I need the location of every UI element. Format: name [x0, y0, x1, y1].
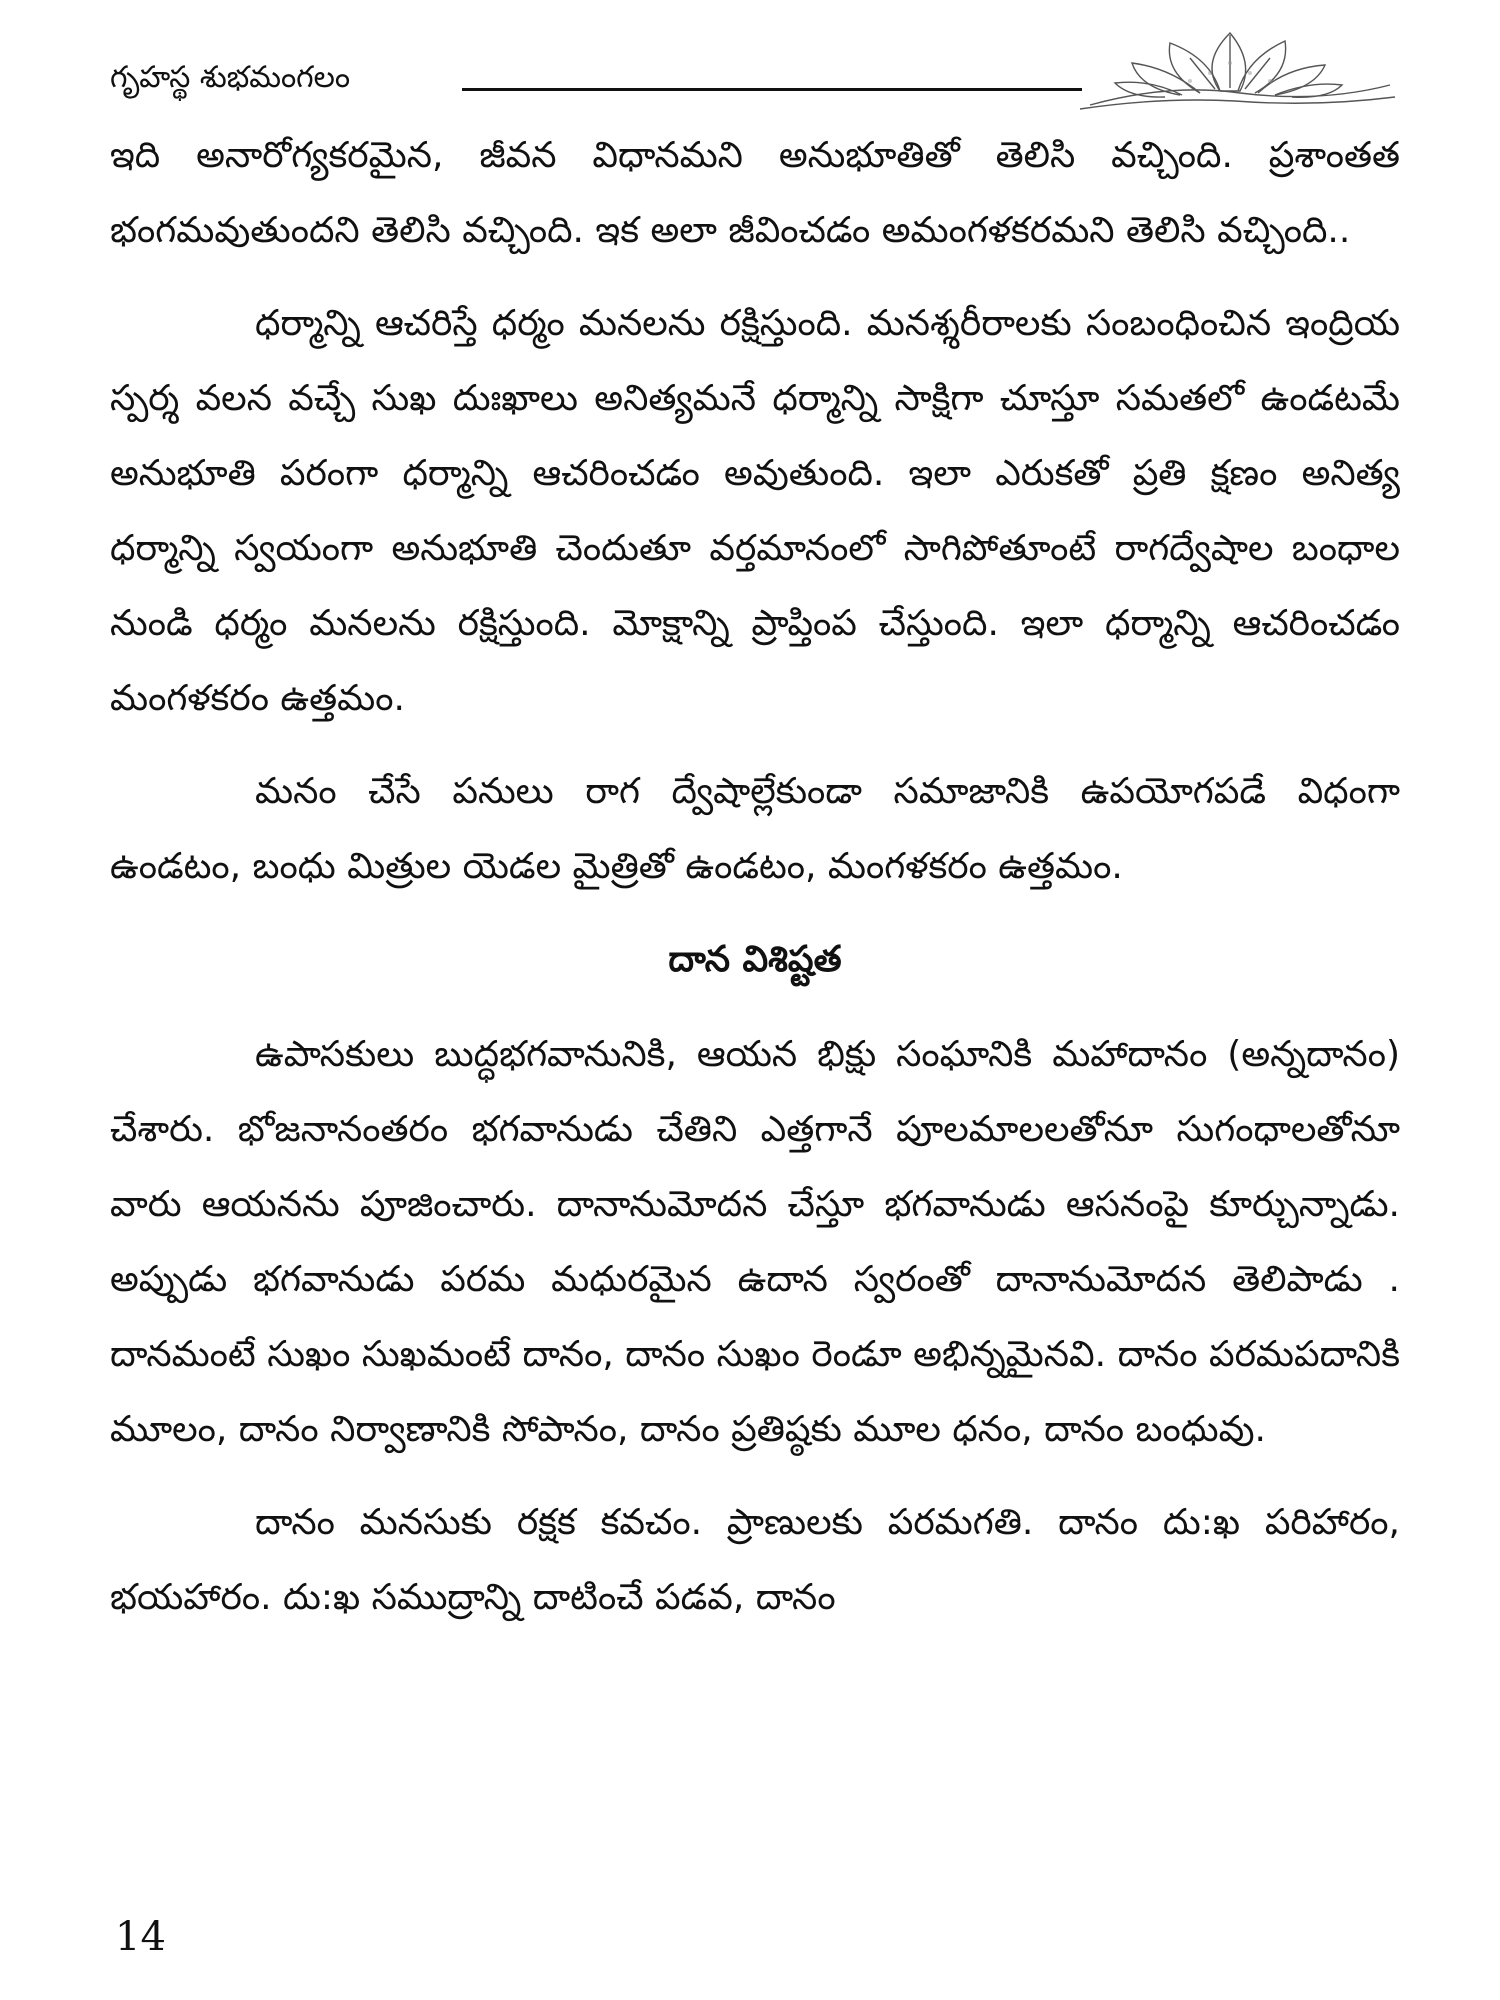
page-body [110, 118, 1400, 1653]
paragraph: ధర్మాన్ని ఆచరిస్తే ధర్మం మనలను రక్షిస్తుంది. మనశ్శరీరాలకు సంబంధించిన ఇంద్రియ స్పర్శ వలన వచ్చే సుఖ దుఃఖాలు అనిత్యమనే ధర్మాన్ని సాక్షిగా చూస్తూ సమతలో ఉండటమే అనుభూతి పరంగా ధర్మాన్ని ఆచరించడం అవుతుంది. ఇలా ఎరుకతో ప్రతి క్షణం అనిత్య ధర్మాన్ని స్వయంగా అనుభూతి చెందుతూ వర్తమానంలో సాగిపోతూంటే రాగద్వేషాల బంధాల నుండి ధర్మం మనలను రక్షిస్తుంది. మోక్షాన్ని ప్రాప్తింప చేస్తుంది. ఇలా ధర్మాన్ని ఆచరించడం మంగళకరం ఉత్తమం. [110, 303, 1400, 719]
page-number: 14 [115, 1914, 166, 1960]
paragraph: ఇది అనారోగ్యకరమైన, జీవన విధానమని అనుభూతితో తెలిసి వచ్చింది. ప్రశాంతత భంగమవుతుందని తెలిసి వచ్చింది. ఇక అలా జీవించడం అమంగళకరమని తెలిసి వచ్చింది.. [110, 135, 1400, 251]
section-heading: దాన విశిష్టత [668, 939, 842, 980]
lotus-icon [1070, 13, 1400, 113]
running-header [110, 58, 1400, 108]
header-rule [462, 88, 1082, 91]
book-title: గృహస్థ శుభమంగలం [110, 60, 351, 95]
paragraph: దానం మనసుకు రక్షక కవచం. ప్రాణులకు పరమగతి. దానం దు:ఖ పరిహారం, భయహారం. దు:ఖ సముద్రాన్ని దాటించే పడవ, దానం [110, 1502, 1400, 1618]
paragraph: మనం చేసే పనులు రాగ ద్వేషాల్లేకుండా సమాజానికి ఉపయోగపడే విధంగా ఉండటం, బంధు మిత్రుల యెడల మైత్రితో ఉండటం, మంగళకరం ఉత్తమం. [110, 771, 1400, 887]
paragraph: ఉపాసకులు బుద్ధభగవానునికి, ఆయన భిక్షు సంఘానికి మహాదానం (అన్నదానం) చేశారు. భోజనానంతరం భగవానుడు చేతిని ఎత్తగానే పూలమాలలతోనూ సుగంధాలతోనూ వారు ఆయనను పూజించారు. దానానుమోదన చేస్తూ భగవానుడు ఆసనంపై కూర్చున్నాడు. అప్పుడు భగవానుడు పరమ మధురమైన ఉదాన స్వరంతో దానానుమోదన తెలిపాడు . దానమంటే సుఖం సుఖమంటే దానం, దానం సుఖం రెండూ అభిన్నమైనవి. దానం పరమపదానికి మూలం, దానం నిర్వాణానికి సోపానం, దానం ప్రతిష్ఠకు మూల ధనం, దానం బంధువు. [110, 1034, 1400, 1450]
